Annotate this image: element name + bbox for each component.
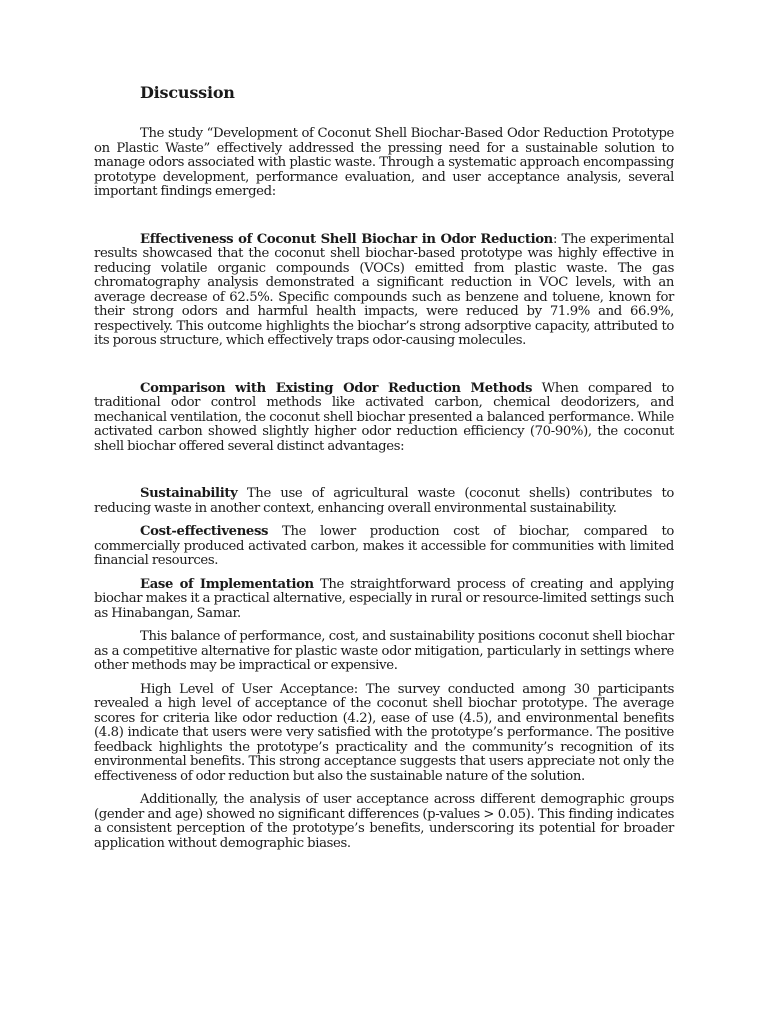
sustainability-paragraph xyxy=(94,487,674,516)
effectiveness-paragraph xyxy=(94,233,674,349)
document-page xyxy=(94,82,674,851)
cost-lead: Cost-effectiveness xyxy=(140,524,269,539)
comparison-lead: Comparison with Existing Odor Reduction Methods xyxy=(140,380,533,396)
cost-text: The lower production cost of biochar, compared to commercially produced activated carbon, makes it accessible for communities with limited financial resources. xyxy=(94,524,674,568)
ease-paragraph xyxy=(94,578,674,622)
sustainability-text: The use of agricultural waste (coconut shells) contributes to reducing waste in another context, enhancing overall environmental sustainability. xyxy=(94,486,674,516)
additionally-paragraph xyxy=(94,793,674,851)
balance-paragraph xyxy=(94,630,674,674)
effectiveness-lead: Effectiveness of Coconut Shell Biochar in Odor Reduction xyxy=(140,231,553,247)
sustainability-lead: Sustainability xyxy=(140,486,238,501)
intro-paragraph xyxy=(94,127,674,200)
comparison-paragraph xyxy=(94,382,674,455)
section-heading: Discussion xyxy=(140,83,235,102)
comparison-text: When compared to traditional odor control methods like activated carbon, chemical deodorizers, and mechanical ventilation, the coconut shell biochar presented a balanced performance. While activated carbon showed slightly higher odor reduction efficiency (70-90%), the coconut shell biochar offered several distinct advantages: xyxy=(94,380,674,454)
cost-paragraph xyxy=(94,525,674,569)
acceptance-text: High Level of User Acceptance: The survey conducted among 30 participants revealed a high level of acceptance of the coconut shell biochar prototype. The average scores for criteria like odor reduction (4.2), ease of use (4.5), and environmental benefits (4.8) indicate that users were very satisfied with the prototype’s performance. The positive feedback highlights the prototype’s practicality and the community’s recognition of its environmental benefits. This strong acceptance suggests that users appreciate not only the effectiveness of odor reduction but also the sustainable nature of the solution. xyxy=(94,681,674,784)
additionally-text: Additionally, the analysis of user acceptance across different demographic groups (gender and age) showed no significant differences (p-values > 0.05). This finding indicates a consistent perception of the prototype’s benefits, underscoring its potential for broader application without demographic biases. xyxy=(94,792,674,851)
acceptance-paragraph xyxy=(94,683,674,785)
ease-lead: Ease of Implementation xyxy=(140,576,314,592)
effectiveness-text: : The experimental results showcased that the coconut shell biochar-based prototype was highly effective in reducing volatile organic compounds (VOCs) emitted from plastic waste. The gas chromatography analysis demonstrated a significant reduction in VOC levels, with an average decrease of 62.5%. Specific compounds such as benzene and toluene, known for their strong odors and harmful health impacts, were reduced by 71.9% and 66.9%, respectively. This outcome highlights the biochar’s strong adsorptive capacity, attributed to its porous structure, which effectively traps odor-causing molecules. xyxy=(94,231,675,348)
intro-text: The study “Development of Coconut Shell Biochar-Based Odor Reduction Prototype on Plastic Waste” effectively addressed the pressing need for a sustainable solution to manage odors associated with plastic waste. Through a systematic approach encompassing prototype development, performance evaluation, and user acceptance analysis, several important findings emerged: xyxy=(94,126,674,199)
ease-text: The straightforward process of creating and applying biochar makes it a practical alternative, especially in rural or resource-limited settings such as Hinabangan, Samar. xyxy=(94,576,674,621)
balance-text: This balance of performance, cost, and sustainability positions coconut shell biochar as a competitive alternative for plastic waste odor mitigation, particularly in settings where other methods may be impractical or expensive. xyxy=(94,629,674,673)
